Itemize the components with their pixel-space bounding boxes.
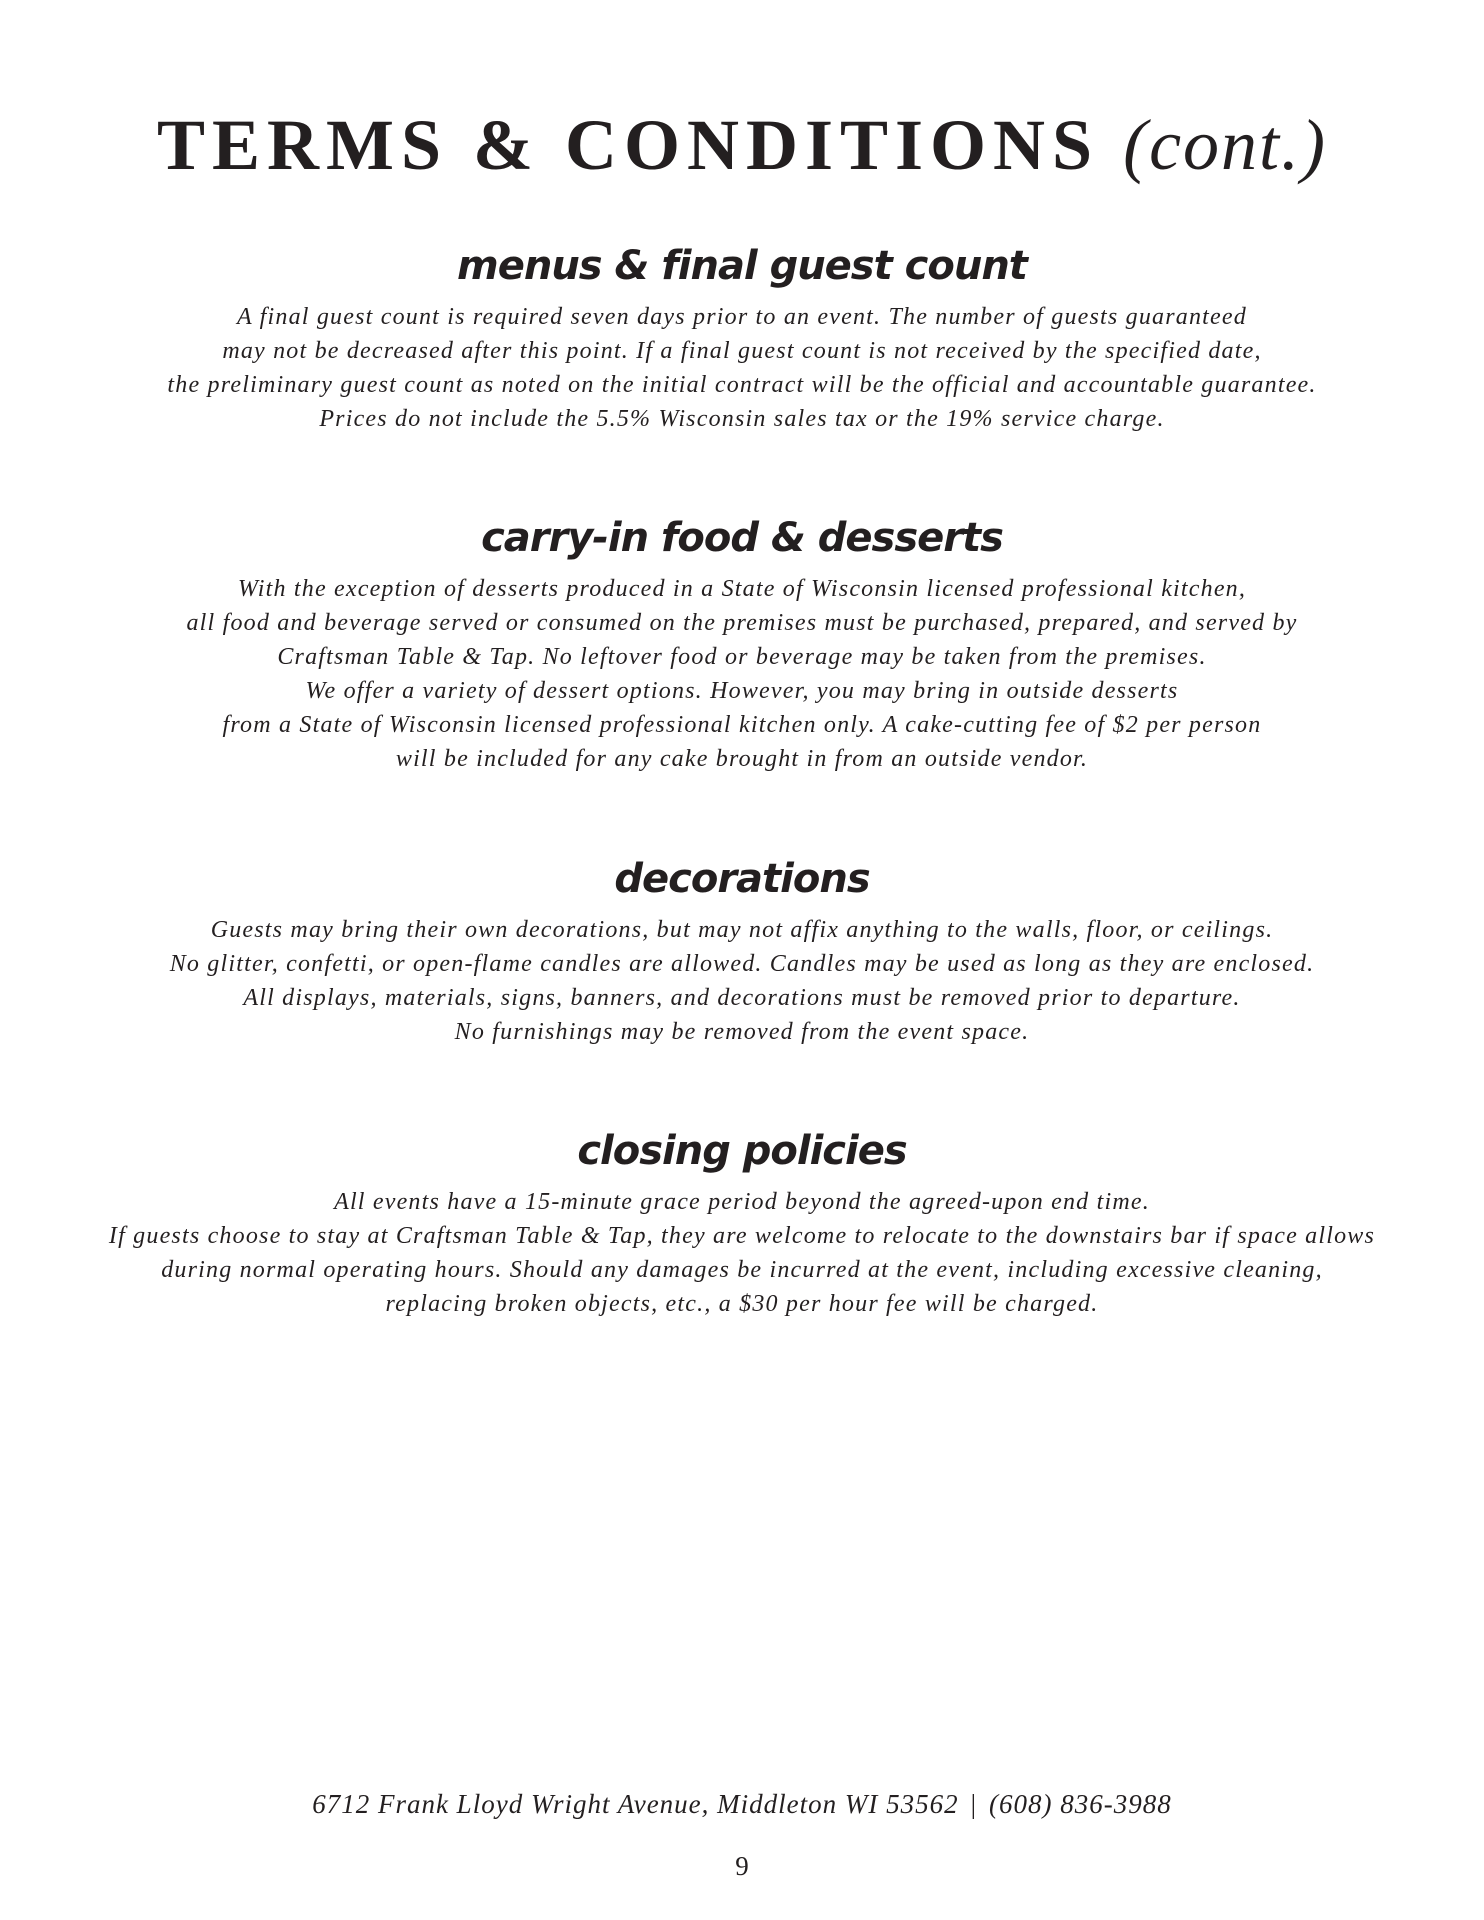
body-line: If guests choose to stay at Craftsman Table & Tap, they are welcome to relocate to the downstairs bar if space allows (108, 1223, 1376, 1249)
page-title-main: TERMS & CONDITIONS (156, 105, 1100, 185)
page-number: 9 (735, 1851, 749, 1881)
section-decorations (0, 851, 1484, 1049)
body-line: We offer a variety of dessert options. However, you may bring in outside desserts (305, 678, 1179, 704)
footer-separator: | (970, 1789, 978, 1819)
section-heading: decorations (614, 856, 870, 902)
body-line: No glitter, confetti, or open-flame candles are allowed. Candles may be used as long as they are enclosed. (169, 951, 1315, 977)
section-menus-final-guest-count (0, 238, 1484, 436)
body-line: may not be decreased after this point. If a final guest count is not received by the specified date, (222, 338, 1262, 364)
body-line: replacing broken objects, etc., a $30 per hour fee will be charged. (385, 1291, 1099, 1317)
body-line: No furnishings may be removed from the event space. (454, 1019, 1030, 1045)
body-line: all food and beverage served or consumed on the premises must be purchased, prepared, and served by (186, 610, 1298, 636)
page-title-suffix: (cont.) (1123, 105, 1328, 185)
body-line: With the exception of desserts produced in a State of Wisconsin licensed professional kitchen, (237, 576, 1247, 602)
footer-address: 6712 Frank Lloyd Wright Avenue, Middleton WI 53562 (312, 1789, 959, 1819)
body-line: during normal operating hours. Should any damages be incurred at the event, including excessive cleaning, (161, 1257, 1323, 1283)
body-line: from a State of Wisconsin licensed professional kitchen only. A cake-cutting fee of $2 per person (222, 712, 1262, 738)
footer-contact (0, 1786, 1484, 1822)
section-heading: carry-in food & desserts (481, 515, 1003, 561)
body-line: Craftsman Table & Tap. No leftover food or beverage may be taken from the premises. (277, 644, 1207, 670)
section-heading: menus & final guest count (457, 243, 1027, 289)
section-carry-in-food-desserts (0, 510, 1484, 776)
body-line: Prices do not include the 5.5% Wisconsin sales tax or the 19% service charge. (319, 406, 1165, 432)
body-line: will be included for any cake brought in from an outside vendor. (395, 746, 1089, 772)
page-title (0, 100, 1484, 190)
section-body (0, 572, 1484, 776)
body-line: the preliminary guest count as noted on the initial contract will be the official and accountable guarantee. (167, 372, 1317, 398)
body-line: Guests may bring their own decorations, but may not affix anything to the walls, floor, or ceilings. (210, 917, 1274, 943)
body-line: All displays, materials, signs, banners, and decorations must be removed prior to departure. (243, 985, 1241, 1011)
body-line: A final guest count is required seven days prior to an event. The number of guests guaranteed (237, 304, 1247, 330)
section-body (0, 913, 1484, 1049)
section-body (0, 1185, 1484, 1321)
body-line: All events have a 15-minute grace period beyond the agreed-upon end time. (334, 1189, 1150, 1215)
section-heading: closing policies (577, 1128, 907, 1174)
section-closing-policies (0, 1123, 1484, 1321)
section-body (0, 300, 1484, 436)
footer-phone: (608) 836-3988 (989, 1789, 1172, 1819)
